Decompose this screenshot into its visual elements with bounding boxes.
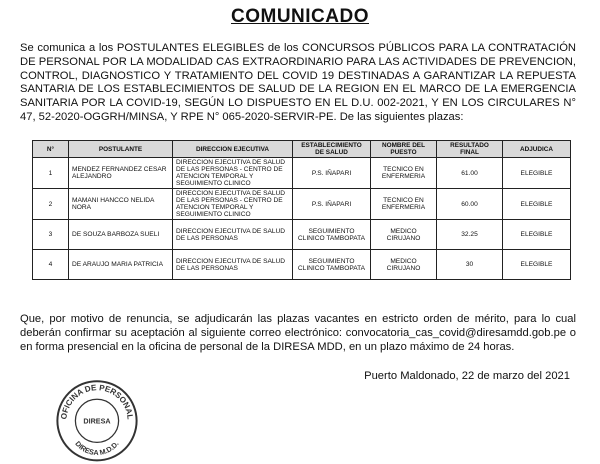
cell-direccion: DIRECCION EJECUTIVA DE SALUD DE LAS PERSONAS bbox=[173, 250, 293, 280]
cell-postulante: DE ARAUJO MARIA PATRICIA bbox=[69, 250, 173, 280]
cell-postulante: DE SOUZA BARBOZA SUELI bbox=[69, 220, 173, 250]
table-row bbox=[33, 189, 571, 220]
cell-postulante: MENDEZ FERNANDEZ CESAR ALEJANDRO bbox=[69, 158, 173, 189]
cell-resultado: 60.00 bbox=[437, 189, 503, 220]
cell-adjudica: ELEGIBLE bbox=[503, 158, 571, 189]
cell-adjudica: ELEGIBLE bbox=[503, 189, 571, 220]
cell-resultado: 30 bbox=[437, 250, 503, 280]
cell-adjudica: ELEGIBLE bbox=[503, 220, 571, 250]
cell-number: 4 bbox=[33, 250, 69, 280]
cell-establecimiento: P.S. IÑAPARI bbox=[293, 158, 371, 189]
cell-puesto: MEDICO CIRUJANO bbox=[371, 250, 437, 280]
closing-paragraph: Que, por motivo de renuncia, se adjudicarán las plazas vacantes en estricto orden de mérito, para lo cual deberán confirmar su aceptación al siguiente correo electrónico: convocatoria_cas_covid@diresamdd.gob.pe o en forma presencial en la oficina de personal de la DIRESA MDD, en un plazo máximo de 24 horas. bbox=[20, 313, 576, 353]
cell-number: 2 bbox=[33, 189, 69, 220]
cell-direccion: DIRECCION EJECUTIVA DE SALUD DE LAS PERSONAS - CENTRO DE ATENCION TEMPORAL Y SEGUIMIENTO CLINICO bbox=[173, 189, 293, 220]
intro-paragraph: Se comunica a los POSTULANTES ELEGIBLES de los CONCURSOS PÚBLICOS PARA LA CONTRATACIÓN DE PERSONAL POR LA MODALIDAD CAS EXTRAORDINARIO PARA LAS ACTIVIDADES DE PREVENCION, CONTROL, DIAGNOSTICO Y TRATAMIENTO DEL COVID 19 DESTINADAS A GARANTIZAR LA REPUESTA SANTARIA DE LOS ESTABLECIMIENTOS DE SALUD DE LA REGION EN EL MARCO DE LA EMERGENCIA SANITARIA POR LA COVID-19, SEGÚN LO DISPUESTO EN EL D.U. 002-2021, Y EN LOS CIRCULARES N° 47, 52-2020-OGGRH/MINSA, Y RPE N° 065-2020-SERVIR-PE. De las siguientes plazas: bbox=[20, 42, 576, 123]
col-direccion: DIRECCION EJECUTIVA bbox=[173, 141, 293, 158]
col-puesto: NOMBRE DEL PUESTO bbox=[371, 141, 437, 158]
cell-establecimiento: SEGUIMIENTO CLINICO TAMBOPATA bbox=[293, 220, 371, 250]
cell-direccion: DIRECCION EJECUTIVA DE SALUD DE LAS PERSONAS bbox=[173, 220, 293, 250]
cell-number: 3 bbox=[33, 220, 69, 250]
stamp-center-text: DIRESA bbox=[83, 416, 111, 426]
stamp-bottom-text: DIRESA M.D.D. bbox=[73, 439, 121, 458]
cell-puesto: TECNICO EN ENFERMERIA bbox=[371, 189, 437, 220]
col-establecimiento: ESTABLECIMIENTO DE SALUD bbox=[293, 141, 371, 158]
col-number: N° bbox=[33, 141, 69, 158]
col-postulante: POSTULANTE bbox=[69, 141, 173, 158]
cell-puesto: TECNICO EN ENFERMERIA bbox=[371, 158, 437, 189]
table-row bbox=[33, 250, 571, 280]
col-resultado: RESULTADO FINAL bbox=[437, 141, 503, 158]
date-line: Puerto Maldonado, 22 de marzo del 2021 bbox=[364, 370, 570, 382]
cell-direccion: DIRECCION EJECUTIVA DE SALUD DE LAS PERSONAS - CENTRO DE ATENCION TEMPORAL Y SEGUIMIENTO CLINICO bbox=[173, 158, 293, 189]
cell-puesto: MEDICO CIRUJANO bbox=[371, 220, 437, 250]
col-adjudica: ADJUDICA bbox=[503, 141, 571, 158]
cell-establecimiento: P.S. IÑAPARI bbox=[293, 189, 371, 220]
table-row bbox=[33, 158, 571, 189]
office-stamp bbox=[52, 374, 142, 464]
positions-table bbox=[32, 140, 571, 280]
cell-establecimiento: SEGUIMIENTO CLINICO TAMBOPATA bbox=[293, 250, 371, 280]
stamp-top-text: OFICINA DE PERSONAL bbox=[59, 383, 135, 420]
cell-postulante: MAMANI HANCCO NELIDA NORA bbox=[69, 189, 173, 220]
table-header-row bbox=[33, 141, 571, 158]
table-row bbox=[33, 220, 571, 250]
cell-resultado: 32.25 bbox=[437, 220, 503, 250]
cell-number: 1 bbox=[33, 158, 69, 189]
document-title: COMUNICADO bbox=[231, 6, 369, 27]
cell-adjudica: ELEGIBLE bbox=[503, 250, 571, 280]
cell-resultado: 61.00 bbox=[437, 158, 503, 189]
